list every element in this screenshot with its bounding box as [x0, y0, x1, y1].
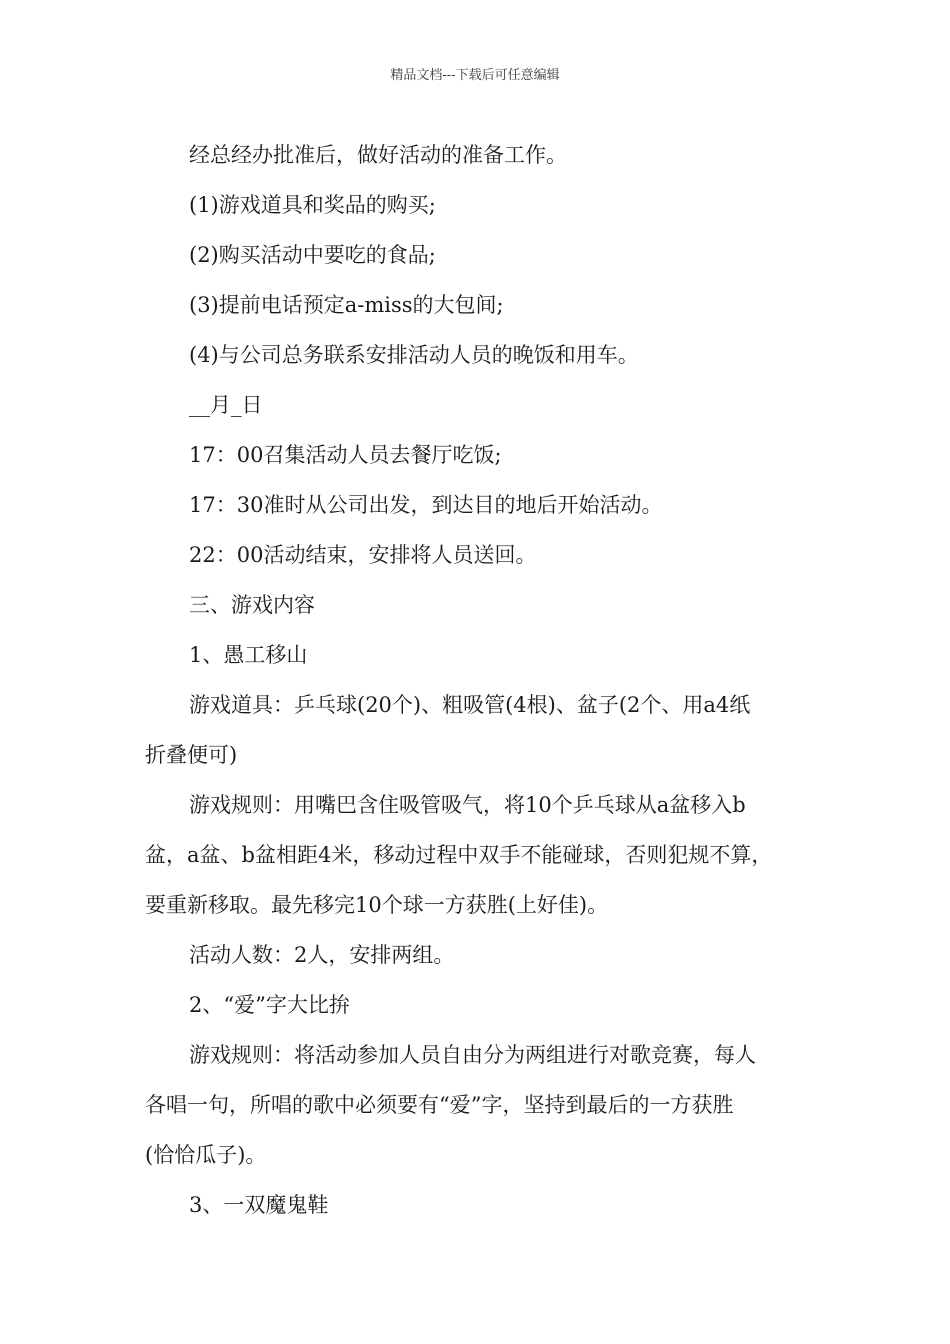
- page-header: 精品文档---下载后可任意编辑: [390, 68, 560, 83]
- text-line: 三、游戏内容: [189, 593, 315, 617]
- text-line: (2)购买活动中要吃的食品;: [189, 243, 436, 267]
- text-line: 22：00活动结束，安排将人员送回。: [189, 543, 537, 567]
- text-line: 3、一双魔鬼鞋: [189, 1193, 329, 1217]
- text-line: 各唱一句，所唱的歌中必须要有“爱”字，坚持到最后的一方获胜: [145, 1093, 734, 1117]
- text-line: 1、愚工移山: [189, 643, 308, 667]
- text-line: 17：30准时从公司出发，到达目的地后开始活动。: [189, 493, 663, 517]
- text-line: 2、“爱”字大比拚: [189, 993, 350, 1017]
- text-line: 折叠便可): [145, 743, 238, 767]
- text-line: (3)提前电话预定a-miss的大包间;: [189, 293, 504, 317]
- text-line: 游戏道具：乒乓球(20个)、粗吸管(4根)、盆子(2个、用a4纸: [189, 693, 751, 717]
- document-body: [145, 130, 820, 1230]
- text-line: (4)与公司总务联系安排活动人员的晚饭和用车。: [189, 343, 639, 367]
- text-line: 活动人数：2人，安排两组。: [189, 943, 455, 967]
- text-line: 游戏规则：用嘴巴含住吸管吸气，将10个乒乓球从a盆移入b: [189, 793, 746, 817]
- text-line: (1)游戏道具和奖品的购买;: [189, 193, 436, 217]
- text-line: __月_日: [189, 393, 263, 417]
- text-line: (恰恰瓜子)。: [145, 1143, 267, 1167]
- text-line: 要重新移取。最先移完10个球一方获胜(上好佳)。: [145, 893, 609, 917]
- text-line: 经总经办批准后，做好活动的准备工作。: [189, 143, 567, 167]
- text-line: 盆，a盆、b盆相距4米，移动过程中双手不能碰球，否则犯规不算，: [145, 843, 773, 867]
- text-line: 17：00召集活动人员去餐厅吃饭;: [189, 443, 502, 467]
- text-line: 游戏规则：将活动参加人员自由分为两组进行对歌竞赛，每人: [189, 1043, 756, 1067]
